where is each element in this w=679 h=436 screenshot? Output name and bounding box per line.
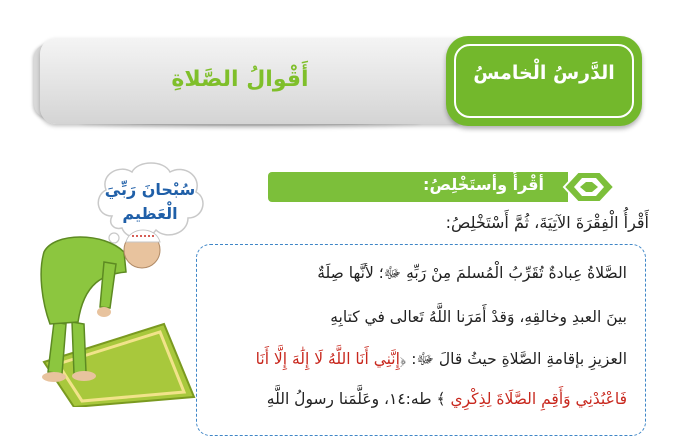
paragraph-line-3 [211,349,627,369]
paragraph-line-2: بينَ العبدِ وخالقِهِ، وَقدْ أَمَرَنا اللَّهُ تَعالى في كتابِهِ [330,308,627,326]
section-header [268,172,568,202]
instruction-text: أَقْرأُ الْفِقْرَةَ الآتِيَةَ، ثُمَّ أَسْتَخْلِصُ: [445,213,649,232]
lesson-number-badge [446,36,642,126]
paragraph-line-4-end: ، وعَلَّمَنا رسولُ اللَّهِ [266,390,390,408]
quran-verse-part-1: إِنَّنِي أَنَا اللَّهُ لَا إِلَٰهَ إِلَّا أَنَا [255,350,400,368]
verse-reference: ﴾ طه:١٤ [389,390,446,408]
reading-box [196,244,646,436]
paragraph-line-3-start: العزيزِ بإقامةِ الصَّلاةِ حيثُ قالَ ﷻ: ﴿ [399,350,627,368]
lesson-title: أَقْوالُ الصَّلاةِ [171,67,309,92]
bubble-line-1: سُبْحانَ رَبِّيَ [104,180,196,199]
paragraph-line-4 [211,389,627,409]
bubble-line-2: الْعَظيم [122,204,178,223]
lesson-number: الدَّرسُ الْخامسُ [473,62,615,84]
paragraph-line-1: الصَّلاةُ عِبادةٌ تُقَرِّبُ الْمُسلمَ مِنْ رَبِّهِ ﷻ؛ لأنَّها صِلَةٌ [317,264,627,282]
praying-person-illustration [14,212,204,407]
section-title: أقْرأُ وأستَخْلِصُ: [423,175,544,194]
ornament-icon [560,168,618,206]
quran-verse-part-2: فَاعْبُدْنِي وَأَقِمِ الصَّلَاةَ لِذِكْرِي [450,390,627,408]
